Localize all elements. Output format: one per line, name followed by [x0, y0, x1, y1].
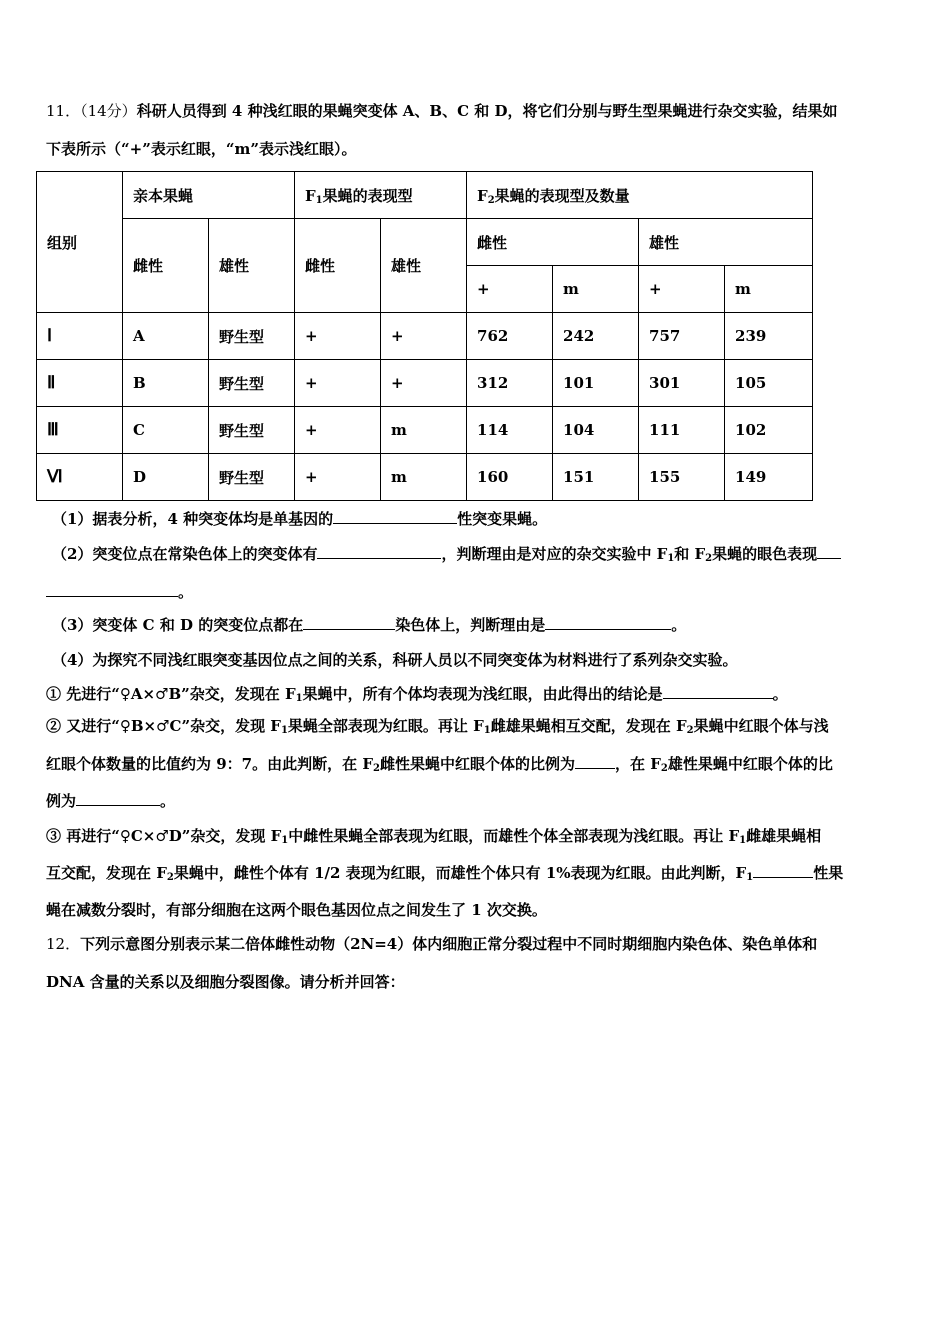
f2-female-m-cell: 101: [553, 360, 639, 407]
f2-male-header: 雄性: [639, 219, 813, 266]
female-parent-cell: B: [123, 360, 209, 407]
q12-line1: 12．下列示意图分别表示某二倍体雌性动物（2N=4）体内细胞正常分裂过程中不同时期细胞内染色体、染色单体和: [46, 935, 818, 953]
q12-line2: DNA 含量的关系以及细胞分裂图像。请分析并回答：: [46, 973, 405, 991]
table-row: [37, 313, 813, 360]
f2-male-plus-header: +: [639, 266, 725, 313]
f2-male-plus-cell: 155: [639, 454, 725, 501]
f2-female-m-cell: 242: [553, 313, 639, 360]
f2-female-header: 雌性: [467, 219, 639, 266]
f2-male-m-cell: 239: [725, 313, 813, 360]
q11-part1: （1）据表分析，4 种突变体均是单基因的 性突变果蝇。: [52, 510, 548, 528]
f1-male-cell: m: [381, 407, 467, 454]
table-row: [37, 454, 813, 501]
answer-blank[interactable]: [303, 615, 395, 630]
q11-sub2-line3: 例为 。: [46, 792, 176, 810]
q11-intro-line1: 11．（14分）科研人员得到 4 种浅红眼的果蝇突变体 A、B、C 和 D，将它们分别与野生型果蝇进行杂交实验，结果如: [46, 102, 838, 120]
answer-blank[interactable]: [575, 754, 615, 769]
f2-female-m-cell: 151: [553, 454, 639, 501]
female-parent-cell: A: [123, 313, 209, 360]
parent-header: 亲本果蝇: [123, 172, 295, 219]
female-parent-cell: C: [123, 407, 209, 454]
group-cell: Ⅲ: [37, 407, 123, 454]
q11-intro-line2: 下表所示（“+”表示红眼，“m”表示浅红眼）。: [46, 140, 357, 158]
q11-part3: （3）突变体 C 和 D 的突变位点都在 染色体上，判断理由是 。: [52, 616, 687, 634]
female-parent-cell: D: [123, 454, 209, 501]
group-cell: Ⅰ: [37, 313, 123, 360]
f2-male-plus-cell: 111: [639, 407, 725, 454]
f2-female-plus-cell: 312: [467, 360, 553, 407]
f1-male-cell: +: [381, 360, 467, 407]
f1-female-cell: +: [295, 407, 381, 454]
answer-blank[interactable]: [817, 544, 841, 559]
group-cell: Ⅵ: [37, 454, 123, 501]
answer-blank[interactable]: [317, 544, 441, 559]
f1-female-header: 雌性: [295, 219, 381, 313]
f2-header: $F_2$果蝇的表现型及数量: [467, 172, 813, 219]
male-parent-cell: 野生型: [209, 360, 295, 407]
q11-sub3-line2: 互交配，发现在 $F_2$果蝇中，雌性个体有 1/2 表现为红眼，而雄性个体只有 1%表现为红眼。由此判断，$F_1$ 性果: [46, 864, 844, 883]
parent-male-header: 雄性: [209, 219, 295, 313]
group-header: 组别: [37, 172, 123, 313]
f2-male-plus-cell: 301: [639, 360, 725, 407]
f2-male-m-header: m: [725, 266, 813, 313]
q11-part2-line2: 。: [46, 582, 904, 602]
answer-blank[interactable]: [545, 615, 671, 630]
q11-sub2-line1: ② 又进行“♀B×♂C”杂交，发现 $F_1$果蝇全部表现为红眼。再让 $F_1$雌雄果蝇相互交配，发现在 $F_2$果蝇中红眼个体与浅: [46, 717, 829, 736]
f2-male-m-cell: 102: [725, 407, 813, 454]
table-row: [37, 360, 813, 407]
answer-blank[interactable]: [663, 684, 773, 699]
f2-female-m-header: m: [553, 266, 639, 313]
f1-header: $F_1$果蝇的表现型: [295, 172, 467, 219]
parent-female-header: 雌性: [123, 219, 209, 313]
q11-sub3-line3: 蝇在减数分裂时，有部分细胞在这两个眼色基因位点之间发生了 1 次交换。: [46, 901, 547, 919]
answer-blank[interactable]: [753, 863, 813, 878]
f2-female-plus-cell: 114: [467, 407, 553, 454]
q11-sub2-line2: 红眼个体数量的比值约为 9：7。由此判断，在 $F_2$雌性果蝇中红眼个体的比例为 ，在 $F_2$雄性果蝇中红眼个体的比: [46, 755, 833, 774]
f1-male-cell: m: [381, 454, 467, 501]
answer-blank[interactable]: [46, 582, 178, 597]
q11-part2-line1: （2）突变位点在常染色体上的突变体有 ，判断理由是对应的杂交实验中 $F_1$和 $F_2$果蝇的眼色表现: [52, 544, 904, 564]
male-parent-cell: 野生型: [209, 313, 295, 360]
cross-results-table: [36, 171, 813, 501]
table-row: [37, 407, 813, 454]
q11-sub3-line1: ③ 再进行“♀C×♂D”杂交，发现 $F_1$中雌性果蝇全部表现为红眼，而雄性个体全部表现为浅红眼。再让 $F_1$雌雄果蝇相: [46, 827, 822, 846]
q11-part4: （4）为探究不同浅红眼突变基因位点之间的关系，科研人员以不同突变体为材料进行了系列杂交实验。: [52, 651, 738, 669]
f1-female-cell: +: [295, 313, 381, 360]
answer-blank[interactable]: [76, 791, 160, 806]
f2-female-plus-header: +: [467, 266, 553, 313]
f2-female-plus-cell: 160: [467, 454, 553, 501]
f1-male-cell: +: [381, 313, 467, 360]
q11-sub1: ① 先进行“♀A×♂B”杂交，发现在 $F_1$果蝇中，所有个体均表现为浅红眼，由此得出的结论是 。: [46, 685, 788, 704]
f1-female-cell: +: [295, 454, 381, 501]
group-cell: Ⅱ: [37, 360, 123, 407]
f2-male-plus-cell: 757: [639, 313, 725, 360]
f2-female-m-cell: 104: [553, 407, 639, 454]
f2-male-m-cell: 105: [725, 360, 813, 407]
male-parent-cell: 野生型: [209, 454, 295, 501]
f1-male-header: 雄性: [381, 219, 467, 313]
f2-female-plus-cell: 762: [467, 313, 553, 360]
f1-female-cell: +: [295, 360, 381, 407]
answer-blank[interactable]: [333, 509, 457, 524]
male-parent-cell: 野生型: [209, 407, 295, 454]
f2-male-m-cell: 149: [725, 454, 813, 501]
